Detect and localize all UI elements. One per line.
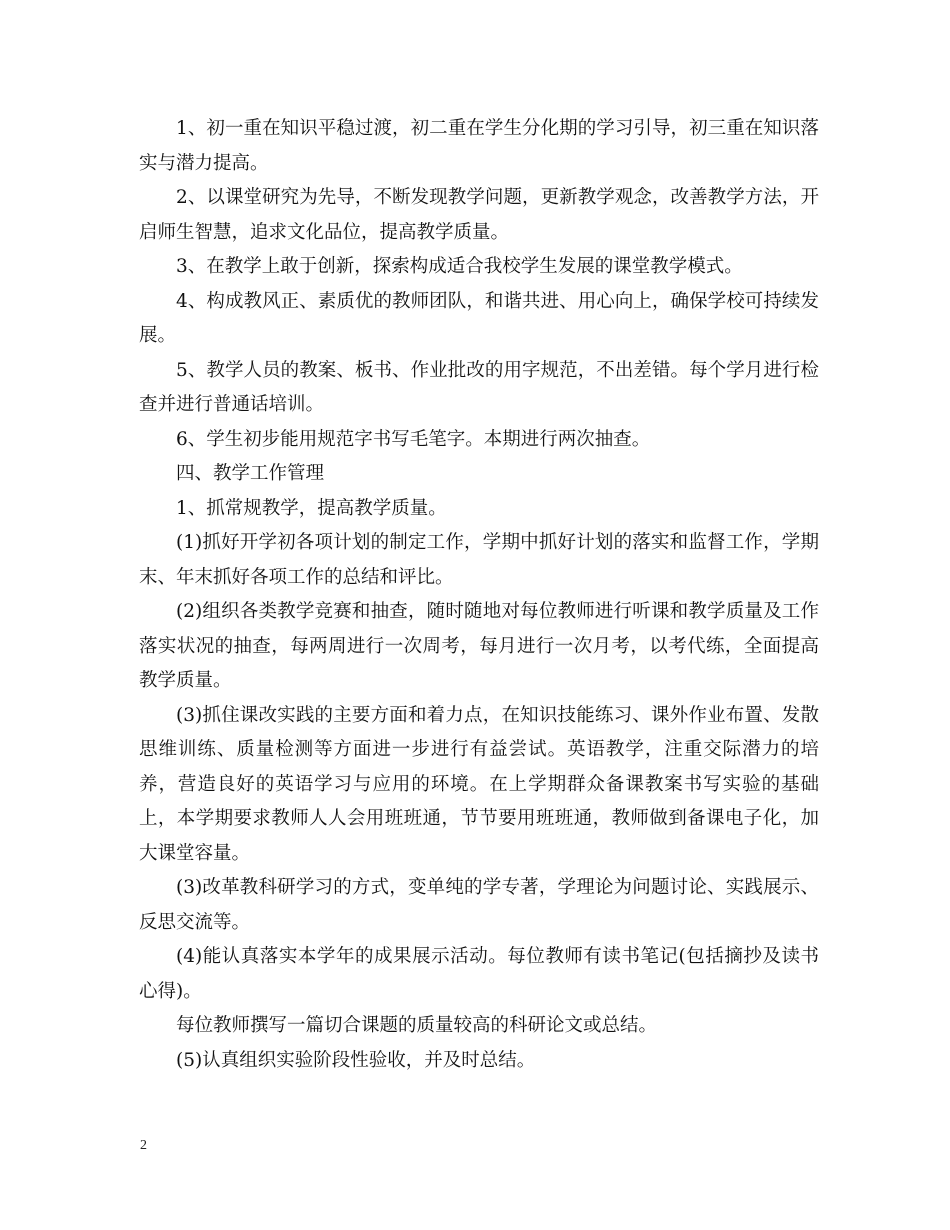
paragraph-item-6: 6、学生初步能用规范字书写毛笔字。本期进行两次抽查。 — [176, 428, 651, 450]
paragraph-research-methods: (3)改革教科研学习的方式，变单纯的学专著，学理论为问题讨论、实践展示、反思交流等。 — [139, 877, 819, 933]
paragraph-item-2: 2、以课堂研究为先导，不断发现教学问题，更新教学观念，改善教学方法，开启师生智慧，追求文化品位，提高教学质量。 — [139, 187, 819, 243]
paragraph-experiment-acceptance: (5)认真组织实验阶段性验收，并及时总结。 — [176, 1049, 536, 1071]
section-heading-teaching-management: 四、教学工作管理 — [176, 463, 325, 484]
paragraph-item-3: 3、在教学上敢于创新，探索构成适合我校学生发展的课堂教学模式。 — [176, 256, 743, 277]
subheading-routine-teaching: 1、抓常规教学，提高教学质量。 — [176, 497, 447, 519]
paragraph-curriculum-reform: (3)抓住课改实践的主要方面和着力点，在知识技能练习、课外作业布置、发散思维训练、质量检测等方面进一步进行有益尝试。英语教学，注重交际潜力的培养，营造良好的英语学习与应用的环境。在上学期群众备课教案书写实验的基础上，本学期要求教师人人会用班班通，节节要用班班通，教师做到备课电子化，加大课堂容量。 — [139, 704, 819, 864]
paragraph-item-4: 4、构成教风正、素质优的教师团队，和谐共进、用心向上，确保学校可持续发展。 — [139, 290, 819, 346]
paragraph-item-5: 5、教学人员的教案、板书、作业批改的用字规范，不出差错。每个学月进行检查并进行普通话培训。 — [139, 359, 819, 415]
document-body — [139, 112, 819, 1078]
paragraph-competitions-inspections: (2)组织各类教学竞赛和抽查，随时随地对每位教师进行听课和教学质量及工作落实状况的抽查，每两周进行一次周考，每月进行一次月考，以考代练，全面提高教学质量。 — [139, 601, 819, 691]
page-number: 2 — [140, 1138, 147, 1153]
paragraph-item-1: 1、初一重在知识平稳过渡，初二重在学生分化期的学习引导，初三重在知识落实与潜力提高。 — [139, 118, 819, 174]
paragraph-research-paper: 每位教师撰写一篇切合课题的质量较高的科研论文或总结。 — [176, 1015, 658, 1036]
paragraph-achievement-showcase: (4)能认真落实本学年的成果展示活动。每位教师有读书笔记(包括摘抄及读书心得)。 — [139, 946, 819, 1002]
paragraph-plan-management: (1)抓好开学初各项计划的制定工作，学期中抓好计划的落实和监督工作，学期末、年末抓好各项工作的总结和评比。 — [139, 532, 819, 588]
